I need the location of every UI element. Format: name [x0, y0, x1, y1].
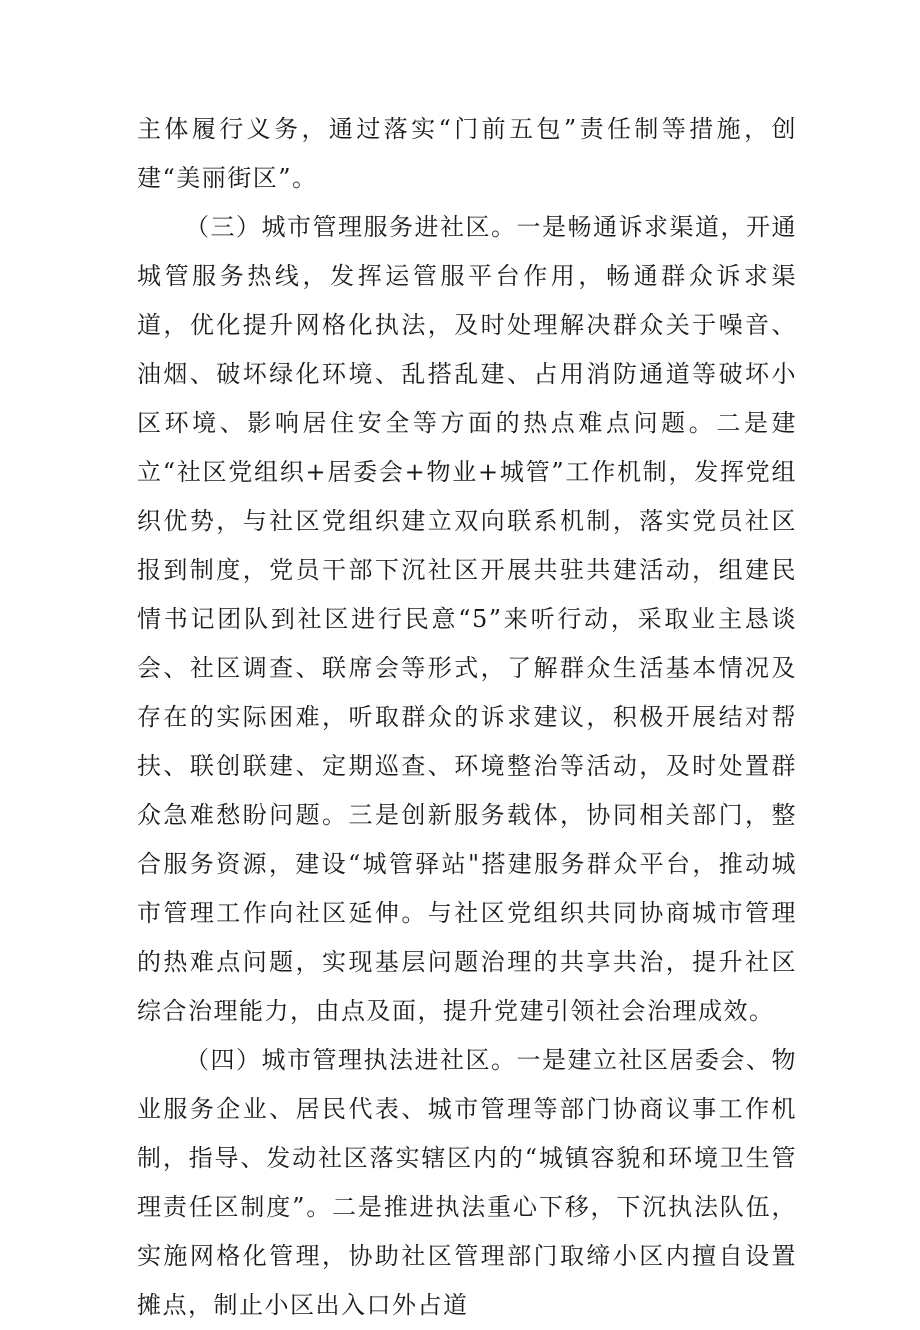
paragraph-section-three: （三）城市管理服务进社区。一是畅通诉求渠道，开通城管服务热线，发挥运管服平台作用，畅通群众诉求渠道，优化提升网格化执法，及时处理解决群众关于噪音、油烟、破坏绿化环境、乱搭乱建、占用消防通道等破坏小区环境、影响居住安全等方面的热点难点问题。二是建立“社区党组织+居委会+物业+城管”工作机制，发挥党组织优势，与社区党组织建立双向联系机制，落实党员社区报到制度，党员干部下沉社区开展共驻共建活动，组建民情书记团队到社区进行民意“5”来听行动，采取业主恳谈会、社区调查、联席会等形式，了解群众生活基本情况及存在的实际困难，听取群众的诉求建议，积极开展结对帮扶、联创联建、定期巡查、环境整治等活动，及时处置群众急难愁盼问题。三是创新服务载体，协同相关部门，整合服务资源，建设“城管驿站"搭建服务群众平台，推动城市管理工作向社区延伸。与社区党组织共同协商城市管理的热难点问题，实现基层问题治理的共享共治，提升社区综合治理能力，由点及面，提升党建引领社会治理成效。 — [137, 213, 797, 1025]
document-body — [137, 105, 797, 1330]
paragraph-section-four: （四）城市管理执法进社区。一是建立社区居委会、物业服务企业、居民代表、城市管理等部门协商议事工作机制，指导、发动社区落实辖区内的“城镇容貌和环境卫生管理责任区制度”。二是推进执法重心下移，下沉执法队伍，实施网格化管理，协助社区管理部门取缔小区内擅自设置摊点，制止小区出入口外占道 — [137, 1046, 797, 1319]
paragraph-continuation: 主体履行义务，通过落实“门前五包”责任制等措施，创建“美丽街区”。 — [137, 115, 797, 192]
